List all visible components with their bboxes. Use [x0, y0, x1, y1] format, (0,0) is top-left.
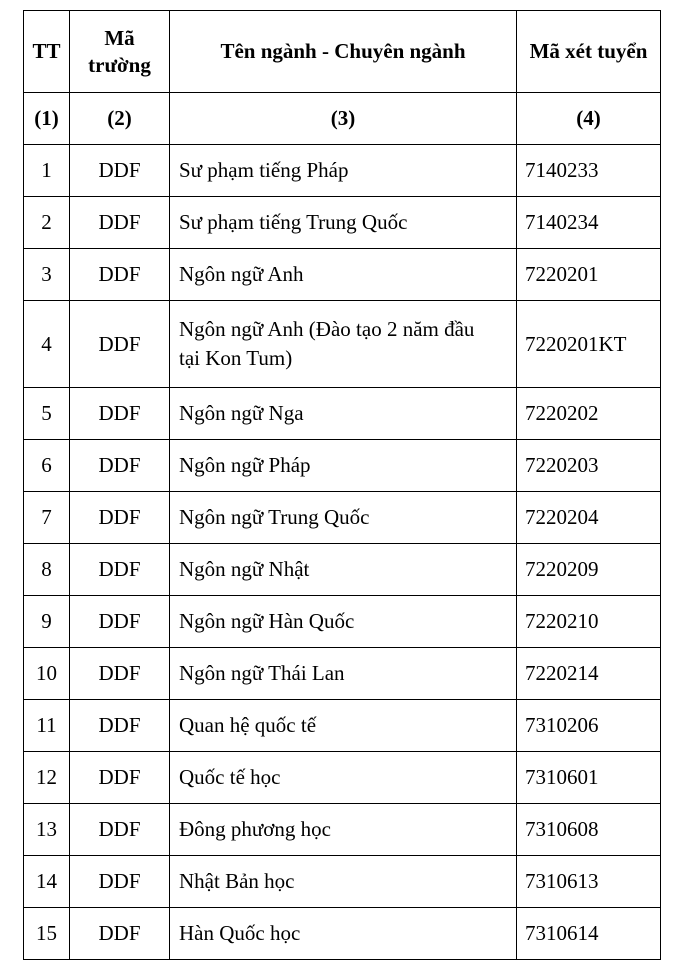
row-ma-xet-tuyen: 7220203 [517, 440, 661, 492]
row-ma-xet-tuyen: 7220204 [517, 492, 661, 544]
row-ten-nganh: Ngôn ngữ Anh [170, 249, 517, 301]
row-tt: 11 [24, 700, 70, 752]
row-tt: 3 [24, 249, 70, 301]
row-ten-nganh: Ngôn ngữ Nhật [170, 544, 517, 596]
row-ma-truong: DDF [70, 197, 170, 249]
table-row [24, 648, 661, 700]
row-ma-truong: DDF [70, 388, 170, 440]
row-tt: 14 [24, 856, 70, 908]
row-tt: 9 [24, 596, 70, 648]
header-row [24, 11, 661, 93]
row-tt: 2 [24, 197, 70, 249]
row-ten-nganh: Ngôn ngữ Thái Lan [170, 648, 517, 700]
row-ma-xet-tuyen: 7140233 [517, 145, 661, 197]
table-row [24, 249, 661, 301]
column-number-1: (1) [24, 93, 70, 145]
row-ma-truong: DDF [70, 301, 170, 388]
row-ma-xet-tuyen: 7220201 [517, 249, 661, 301]
row-tt: 15 [24, 908, 70, 960]
row-ma-xet-tuyen: 7220202 [517, 388, 661, 440]
table-row [24, 301, 661, 388]
table-row [24, 145, 661, 197]
row-ten-nganh: Ngôn ngữ Nga [170, 388, 517, 440]
header-tt: TT [24, 11, 70, 93]
row-ma-truong: DDF [70, 752, 170, 804]
row-tt: 8 [24, 544, 70, 596]
table-row [24, 856, 661, 908]
table-row [24, 197, 661, 249]
table-row [24, 804, 661, 856]
row-ma-xet-tuyen: 7310601 [517, 752, 661, 804]
row-ten-nganh [170, 301, 517, 388]
row-ten-nganh: Hàn Quốc học [170, 908, 517, 960]
row-ten-nganh: Ngôn ngữ Trung Quốc [170, 492, 517, 544]
table-row [24, 388, 661, 440]
row-ma-truong: DDF [70, 648, 170, 700]
row-ma-xet-tuyen: 7220214 [517, 648, 661, 700]
row-ten-nganh: Sư phạm tiếng Pháp [170, 145, 517, 197]
table-row [24, 596, 661, 648]
table-row [24, 544, 661, 596]
row-ma-truong: DDF [70, 804, 170, 856]
row-ma-truong: DDF [70, 700, 170, 752]
row-tt: 4 [24, 301, 70, 388]
column-number-row [24, 93, 661, 145]
row-ma-truong: DDF [70, 856, 170, 908]
row-ma-truong: DDF [70, 544, 170, 596]
row-ten-nganh: Nhật Bản học [170, 856, 517, 908]
table-row [24, 908, 661, 960]
column-number-4: (4) [517, 93, 661, 145]
header-ma-truong [70, 11, 170, 93]
row-ten-nganh: Sư phạm tiếng Trung Quốc [170, 197, 517, 249]
row-ma-xet-tuyen: 7310613 [517, 856, 661, 908]
column-number-3: (3) [170, 93, 517, 145]
row-tt: 1 [24, 145, 70, 197]
header-ma-xet-tuyen: Mã xét tuyển [517, 11, 661, 93]
table-row [24, 752, 661, 804]
row-tt: 12 [24, 752, 70, 804]
row-ma-xet-tuyen: 7220209 [517, 544, 661, 596]
row-ten-nganh: Đông phương học [170, 804, 517, 856]
row-ten-nganh: Ngôn ngữ Pháp [170, 440, 517, 492]
admission-codes-table [23, 10, 661, 960]
row-tt: 6 [24, 440, 70, 492]
row-ma-xet-tuyen: 7220210 [517, 596, 661, 648]
row-tt: 7 [24, 492, 70, 544]
row-tt: 5 [24, 388, 70, 440]
table-row [24, 492, 661, 544]
row-ten-nganh: Ngôn ngữ Hàn Quốc [170, 596, 517, 648]
row-tt: 10 [24, 648, 70, 700]
row-ma-truong: DDF [70, 249, 170, 301]
row-ma-truong: DDF [70, 908, 170, 960]
row-ma-truong: DDF [70, 596, 170, 648]
header-ma-truong-line2: trường [88, 52, 151, 77]
row-ma-xet-tuyen: 7220201KT [517, 301, 661, 388]
table-row [24, 700, 661, 752]
row-ten-nganh-line1: Ngôn ngữ Anh (Đào tạo 2 năm đầu [179, 317, 475, 341]
row-ma-xet-tuyen: 7310206 [517, 700, 661, 752]
row-ten-nganh: Quan hệ quốc tế [170, 700, 517, 752]
row-ma-truong: DDF [70, 492, 170, 544]
row-ma-xet-tuyen: 7310608 [517, 804, 661, 856]
row-ma-xet-tuyen: 7310614 [517, 908, 661, 960]
row-ten-nganh-line2: tại Kon Tum) [179, 346, 293, 370]
header-ma-truong-line1: Mã [104, 25, 135, 50]
row-ten-nganh: Quốc tế học [170, 752, 517, 804]
row-tt: 13 [24, 804, 70, 856]
row-ma-truong: DDF [70, 145, 170, 197]
row-ma-truong: DDF [70, 440, 170, 492]
table-row [24, 440, 661, 492]
header-ten-nganh: Tên ngành - Chuyên ngành [170, 11, 517, 93]
row-ma-xet-tuyen: 7140234 [517, 197, 661, 249]
column-number-2: (2) [70, 93, 170, 145]
